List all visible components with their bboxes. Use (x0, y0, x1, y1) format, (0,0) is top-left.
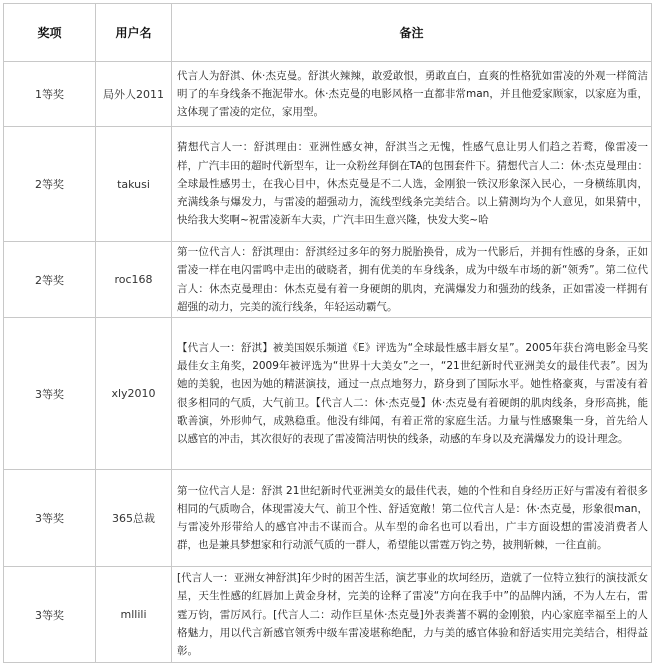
table-row (4, 470, 652, 567)
note-cell: [代言人一：亚洲女神舒淇]年少时的困苦生活，演艺事业的坎坷经历，造就了一位特立独行的演技派女星，天生性感的红唇加上黄金身材，完美的诠释了雷凌“方向在我手中”的品牌内涵，不为人左右，雷霆万钧，雷厉风行。[代言人二：动作巨星休·杰克曼]外表粪蓍不羁的金刚狼，内心家庭幸福至上的人格魅力，用以代言新感官领秀中级车雷凌堪称绝配，力与美的感官体验和舒适实用完美结合，相得益彰。 (172, 567, 652, 663)
user-cell: 局外人2011 (96, 62, 172, 127)
table-row (4, 127, 652, 242)
user-cell: mllili (96, 567, 172, 663)
user-cell: xly2010 (96, 318, 172, 470)
award-cell: 1等奖 (4, 62, 96, 127)
user-cell: takusi (96, 127, 172, 242)
table-row (4, 567, 652, 663)
note-cell: 第一位代言人是：舒淇 21世纪新时代亚洲美女的最佳代表，她的个性和自身经历正好与雷凌有着很多相同的气质吻合，体现雷凌大气、前卫个性、舒适宽敞！第二位代言人是：休·杰克曼，形象很man，与雷凌外形带给人的感官冲击不谋而合。从车型的命名也可以看出，广丰方面设想的雷凌消费者人群，也是兼具梦想家和行动派气质的一群人，希望能以雷霆万钧之势，披荆斩棘，一往直前。 (172, 470, 652, 567)
award-cell: 3等奖 (4, 470, 96, 567)
header-note: 备注 (172, 4, 652, 62)
table-header-row (4, 4, 652, 62)
header-award: 奖项 (4, 4, 96, 62)
awards-table (3, 3, 652, 663)
header-user: 用户名 (96, 4, 172, 62)
award-cell: 2等奖 (4, 127, 96, 242)
awards-table-container (3, 3, 651, 663)
user-cell: 365总裁 (96, 470, 172, 567)
award-cell: 3等奖 (4, 567, 96, 663)
table-row (4, 318, 652, 470)
note-cell: 第一位代言人：舒淇理由：舒淇经过多年的努力脱胎换骨，成为一代影后，并拥有性感的身条，正如雷凌一样在电闪雷鸣中走出的破晓者，拥有优美的车身线条，成为中级车市场的新“领秀”。第二位代言人：休杰克曼理由：休杰克曼有着一身硬朗的肌肉，充满爆发力和强劲的线条，正如雷凌一样拥有超强的动力，完美的流行线条，年轻运动霸气。 (172, 242, 652, 318)
note-cell: 代言人为舒淇、休·杰克曼。舒淇火辣辣，敢爱敢恨，勇敢直白，直爽的性格犹如雷凌的外观一样简洁明了的车身线条不拖泥带水。休·杰克曼的电影风格一直都非常man，并且他爱家顾家，以家庭为重，这体现了雷凌的定位，家用型。 (172, 62, 652, 127)
award-cell: 3等奖 (4, 318, 96, 470)
note-cell: 猜想代言人一：舒淇理由：亚洲性感女神，舒淇当之无愧，性感气息让男人们趋之若鹜，像雷凌一样，广汽丰田的超时代新型车，让一众粉丝拜倒在TA的包围套件下。猜想代言人二：休·杰克曼理由：全球最性感男士，在我心目中，休杰克曼是不二人选，金刚狼一铁汉形象深入民心，一身横练肌肉，充满线条与爆发力，与雷凌的超强动力，流线型线条完美结合。以上猜测均为个人意见，如果猜中，快给我大奖啊~祝雷凌新车大卖，广汽丰田生意兴隆，快发大奖~哈 (172, 127, 652, 242)
user-cell: roc168 (96, 242, 172, 318)
table-row (4, 62, 652, 127)
award-cell: 2等奖 (4, 242, 96, 318)
table-row (4, 242, 652, 318)
note-cell: 【代言人一：舒淇】被美国娱乐频道《E》评选为“全球最性感丰唇女星”。2005年获台湾电影金马奖最佳女主角奖，2009年被评选为“世界十大美女”之一，“21世纪新时代亚洲美女的最佳代表”。因为她的美貌，也因为她的精湛演技，通过一点点地努力，跻身到了国际水平。她性格豪爽，与雷凌有着很多相同的气质，大气前卫。【代言人二：休·杰克曼】休·杰克曼有着硬朗的肌肉线条，身形高挑，能歌善演，外形帅气，成熟稳重。他没有绯闻，有着正常的家庭生活。力量与性感聚集一身，首先给人以感官的冲击，其次很好的表现了雷凌简洁明快的线条，动感的车身以及充满爆发力的设计理念。 (172, 318, 652, 470)
